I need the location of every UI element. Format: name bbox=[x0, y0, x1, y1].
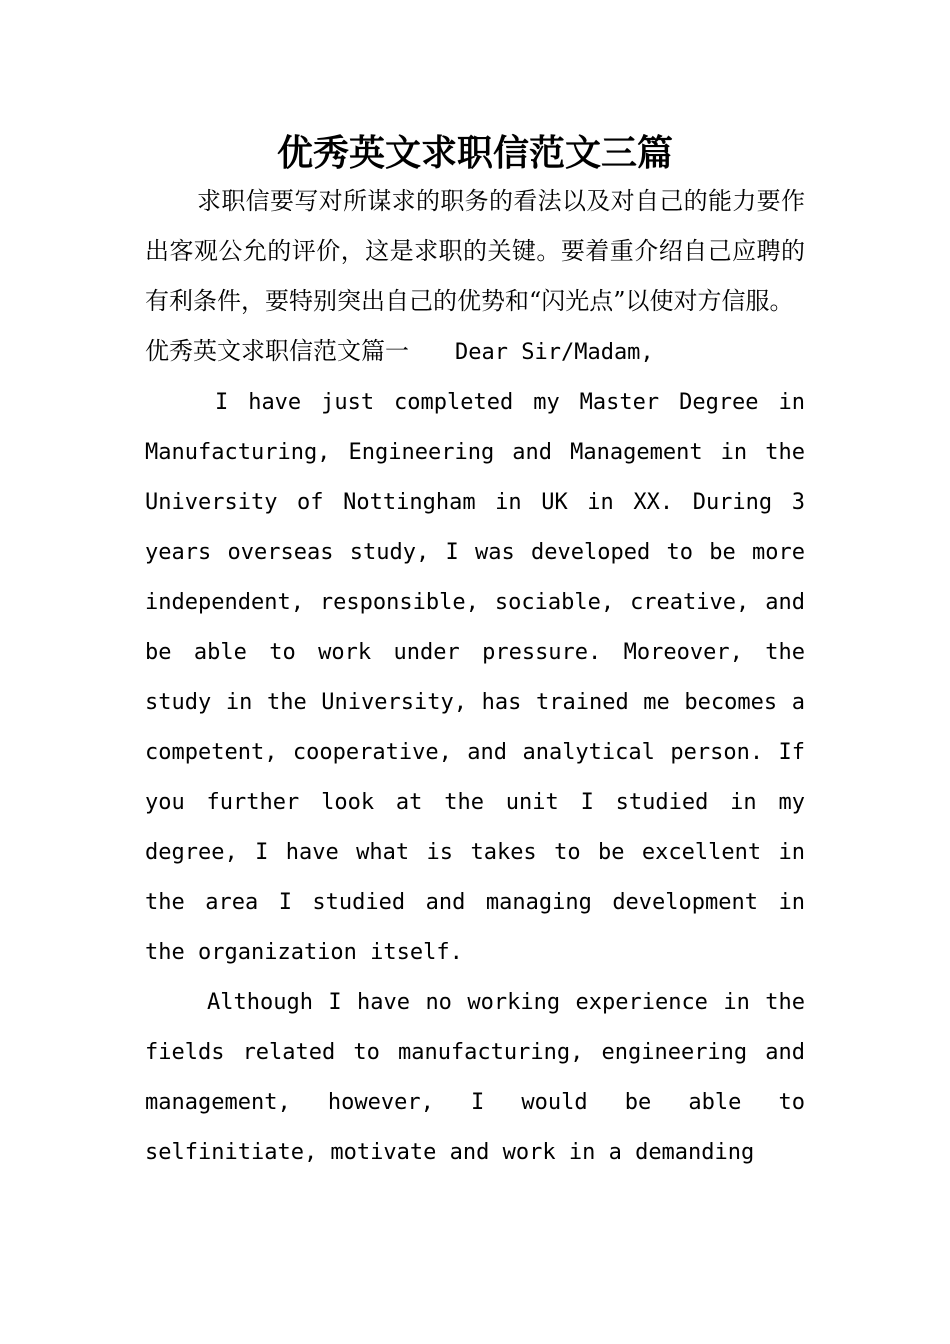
section-heading: 优秀英文求职信范文篇一 bbox=[145, 337, 409, 365]
letter-paragraph-1: I have just completed my Master Degree in Manufacturing, Engineering and Management in the University of Nottingham in UK in XX. During 3 years overseas study, I was developed to be more independent, responsible, sociable, creative, and be able to work under pressure. Moreover, the study in the University, has trained me becomes a competent, cooperative, and analytical person. If you further look at the unit I studied in my degree, I have what is takes to be excellent in the area I studied and managing development in the organization itself. bbox=[145, 390, 805, 965]
letter-paragraph-2: Although I have no working experience in the fields related to manufacturing, engineering and management, however, I would be able to selfinitiate, motivate and work in a demanding bbox=[145, 990, 805, 1165]
salutation: Dear Sir/Madam, bbox=[455, 340, 654, 365]
intro-paragraph: 求职信要写对所谋求的职务的看法以及对自己的能力要作出客观公允的评价，这是求职的关键。要着重介绍自己应聘的有利条件，要特别突出自己的优势和“闪光点”以使对方信服。 bbox=[145, 187, 805, 315]
document-body bbox=[145, 176, 805, 1178]
section-heading-line bbox=[145, 326, 805, 378]
document-title: 优秀英文求职信范文三篇 bbox=[276, 132, 673, 174]
